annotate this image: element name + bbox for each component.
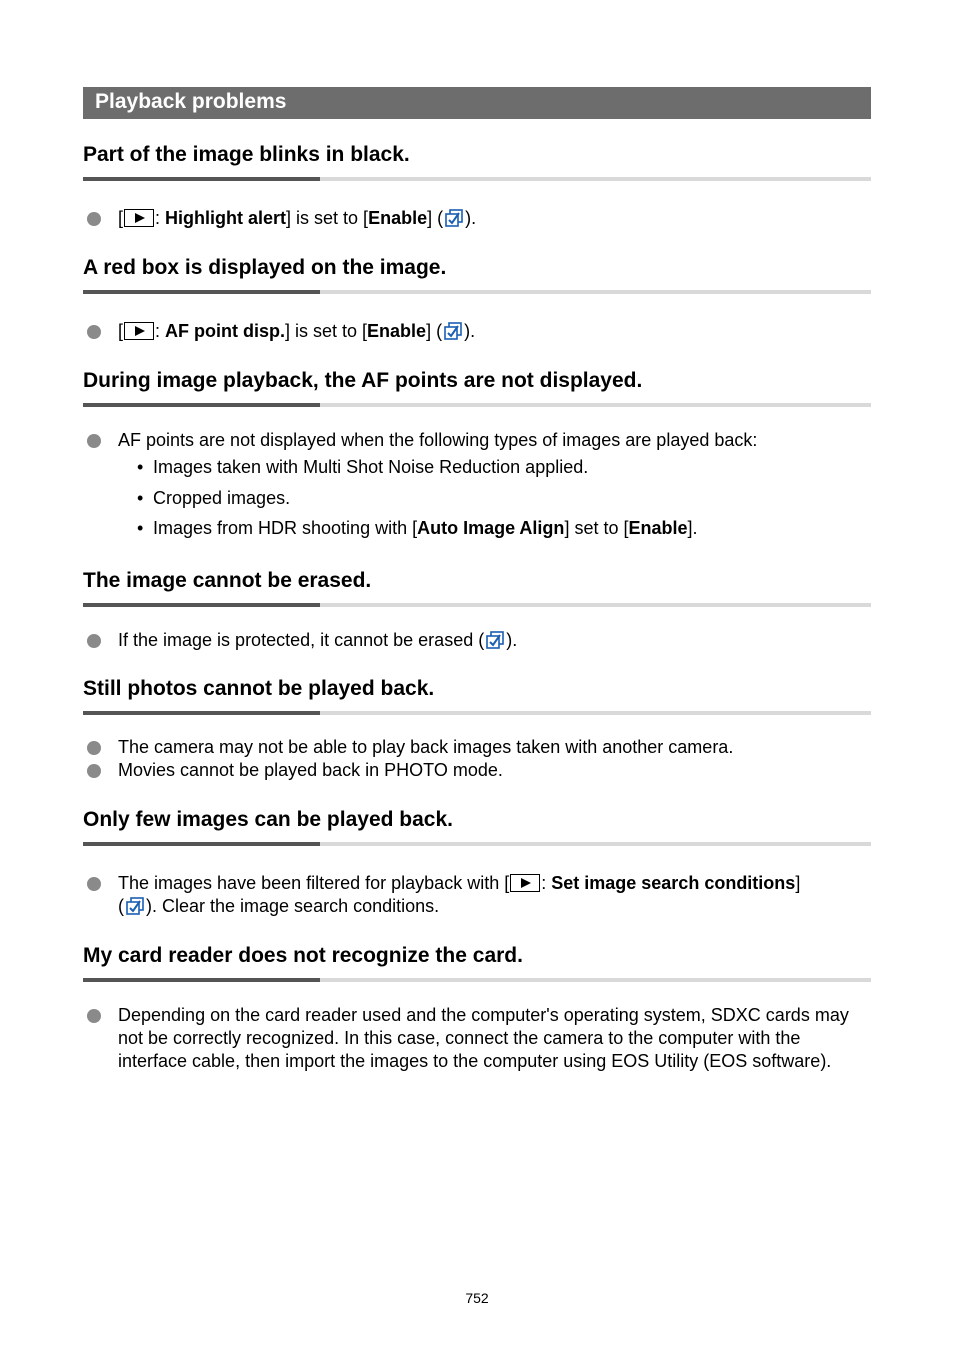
section-heading: My card reader does not recognize the card.	[83, 944, 523, 967]
section-heading: During image playback, the AF points are not displayed.	[83, 369, 643, 392]
section-banner	[83, 87, 871, 119]
page-link-icon[interactable]	[443, 321, 463, 341]
section-af-points	[83, 368, 871, 548]
menu-setting-name: Set image search conditions	[551, 873, 796, 893]
section-divider	[83, 978, 871, 982]
section-cannot-erase	[83, 568, 871, 652]
banner-title: Playback problems	[95, 90, 287, 113]
list-item: Movies cannot be played back in PHOTO mode.	[83, 759, 871, 782]
section-heading: A red box is displayed on the image.	[83, 256, 447, 279]
playback-icon	[510, 874, 540, 892]
list-item: AF points are not displayed when the following types of images are played back: • Images taken with Multi Shot Noise Reduction applied. • Cropped images. • Images from HDR shooting with [Auto Image Align] set to [Enable].	[83, 429, 871, 540]
section-divider	[83, 711, 871, 715]
sub-list-item: • Cropped images.	[118, 487, 871, 510]
setting-value: Enable	[367, 321, 427, 341]
list-item: The camera may not be able to play back images taken with another camera.	[83, 736, 871, 759]
section-divider	[83, 290, 871, 294]
section-few-images	[83, 807, 871, 918]
section-divider	[83, 403, 871, 407]
sub-list-item: • Images from HDR shooting with [Auto Image Align] set to [Enable].	[118, 517, 871, 540]
section-heading: The image cannot be erased.	[83, 569, 372, 592]
section-red-box	[83, 255, 871, 343]
section-card-reader	[83, 943, 871, 1073]
page-number: 752	[465, 1290, 489, 1306]
list-item: Depending on the card reader used and the computer's operating system, SDXC cards may not be correctly recognized. In this case, connect the camera to the computer with the interface cable, then import the images to the computer using EOS Utility (EOS software).	[83, 1004, 871, 1073]
setting-value: Enable	[628, 518, 688, 538]
list-item: [ : AF point disp.] is set to [Enable] ( ).	[83, 320, 871, 343]
playback-icon	[124, 322, 154, 340]
page-link-icon[interactable]	[444, 208, 464, 228]
list-item: The images have been filtered for playback with [ : Set image search conditions] ( ). Clear the image search conditions.	[83, 872, 871, 918]
section-blinks-black	[83, 142, 871, 230]
section-heading: Still photos cannot be played back.	[83, 677, 435, 700]
list-item: If the image is protected, it cannot be erased ( ).	[83, 629, 871, 652]
menu-setting-name: Highlight alert	[165, 208, 287, 228]
section-divider	[83, 842, 871, 846]
sub-list-item: • Images taken with Multi Shot Noise Reduction applied.	[118, 456, 871, 479]
section-heading: Only few images can be played back.	[83, 808, 453, 831]
section-divider	[83, 177, 871, 181]
page-link-icon[interactable]	[125, 896, 145, 916]
section-divider	[83, 603, 871, 607]
page-link-icon[interactable]	[485, 630, 505, 650]
menu-setting-name: AF point disp.	[165, 321, 286, 341]
menu-setting-name: Auto Image Align	[417, 518, 565, 538]
section-still-photos	[83, 676, 871, 782]
playback-icon	[124, 209, 154, 227]
section-heading: Part of the image blinks in black.	[83, 143, 410, 166]
setting-value: Enable	[368, 208, 428, 228]
list-item: [ : Highlight alert] is set to [Enable] ( ).	[83, 207, 871, 230]
